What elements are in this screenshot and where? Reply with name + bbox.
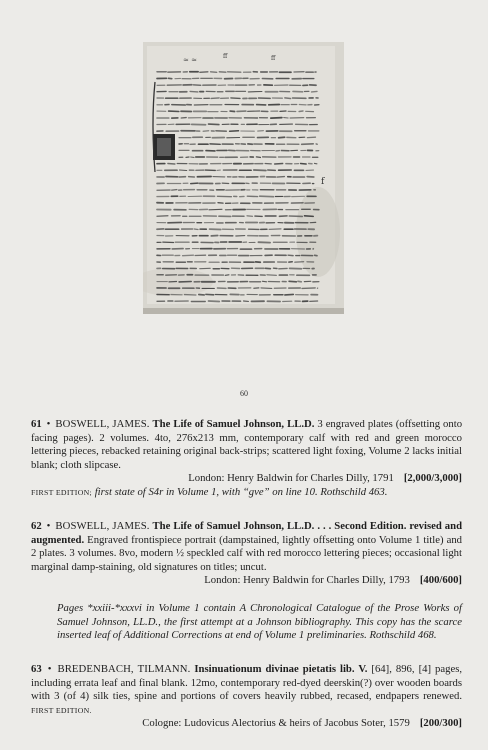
manuscript-text-stroke: [299, 111, 303, 112]
lot-title: The Life of Samuel Johnson, LL.D. . . . Second Edition. revised and augmented.: [31, 520, 463, 546]
bullet-icon: •: [46, 418, 51, 430]
lot-imprint: Cologne: Ludovicus Alectorius & heirs of Jacobus Soter, 1579: [142, 717, 410, 730]
svg-text:ff: ff: [223, 53, 228, 60]
manuscript-text-stroke: [191, 183, 198, 184]
lot-author: BREDENBACH, TILMANN.: [57, 663, 191, 675]
lot-note-edition: FIRST EDITION;: [31, 487, 93, 497]
bullet-icon: •: [46, 520, 51, 532]
lot-title: The Life of Samuel Johnson, LL.D.: [152, 418, 315, 430]
manuscript-text-stroke: [231, 98, 240, 99]
plate-number: 60: [240, 389, 248, 398]
lot-note-text: Pages *xxiii-*xxxvi in Volume 1 contain A Chronological Catalogue of the Prose Works of Samuel Johnson, LL.D., the first attempt at a Johnson bibliography. This copy has the scarce inserted leaf of Additional Corrections at end of Volume 1 preliminaries. Rothschild 468.: [57, 601, 462, 642]
lot-number: 61: [31, 418, 42, 430]
lot-author: BOSWELL, JAMES.: [55, 418, 150, 430]
manuscript-text-stroke: [263, 281, 267, 282]
lot-entry: [31, 663, 462, 731]
manuscript-text-stroke: [247, 216, 252, 217]
manuscript-text-stroke: [260, 196, 274, 197]
lot-estimate: [400/600]: [419, 574, 462, 587]
lot-physical-description: 3 engraved plates (offsetting onto facing pages). 2 volumes. 4to, 276x213 mm, contemporary calf with red and green morocco lettering pieces, rebacked retaining original back-strips; scattered light foxing, Volume 2 lacks initial blank; cloth slipcase.: [31, 418, 463, 471]
svg-text:ff: ff: [271, 55, 276, 62]
lot-physical-description: Engraved frontispiece portrait (dampstained, lightly offsetting onto Volume 1 title) and 2 plates. 3 volumes. 8vo, modern ½ speckled calf with red morocco lettering pieces; occasional light marginal damp-staining, old signatures on titles; uncut.: [31, 533, 463, 573]
lot-imprint-line: [31, 574, 462, 588]
manuscript-page-illustration: [143, 42, 344, 314]
lot-note-text: first state of S4r in Volume 1, with “gve” on line 10. Rothschild 463.: [94, 485, 388, 498]
lot-imprint: London: Henry Baldwin for Charles Dilly, 1791: [188, 472, 394, 485]
manuscript-text-stroke: [285, 294, 293, 295]
manuscript-text-stroke: [312, 91, 318, 92]
manuscript-text-stroke: [183, 255, 194, 256]
manuscript-text-stroke: [168, 164, 175, 165]
manuscript-text-stroke: [209, 124, 219, 125]
lot-description: [31, 418, 462, 472]
manuscript-text-stroke: [194, 229, 198, 230]
lot-entry: [31, 520, 462, 643]
manuscript-text-stroke: [254, 170, 266, 171]
svg-text:≈ ≈: ≈ ≈: [183, 56, 197, 64]
manuscript-text-stroke: [301, 164, 307, 165]
manuscript-plate-image: [143, 42, 344, 314]
lot-title: Insinuationum divinae pietatis lib. V.: [194, 663, 368, 675]
manuscript-text-stroke: [267, 275, 277, 276]
manuscript-text-stroke: [269, 229, 281, 230]
lot-number: 63: [31, 663, 42, 675]
manuscript-text-stroke: [285, 98, 291, 99]
svg-text:f: f: [321, 177, 325, 187]
lot-number: 62: [31, 520, 42, 532]
manuscript-text-stroke: [190, 91, 198, 92]
manuscript-text-stroke: [295, 262, 304, 263]
manuscript-text-stroke: [289, 281, 296, 282]
lot-entry: [31, 418, 462, 500]
manuscript-text-stroke: [203, 131, 209, 132]
manuscript-text-stroke: [200, 72, 208, 73]
lot-physical-description: [64], 896, [4] pages, including errata leaf and final blank. 12mo, contemporary red-dyed deerskin(?) over wooden boards with 3 (of 4) silk ties, spine and portions of covers heavily rubbed, recased, endpapers renewed.: [31, 663, 463, 703]
lot-imprint-line: [31, 717, 462, 731]
lot-imprint: London: Henry Baldwin for Charles Dilly, 1793: [204, 574, 410, 587]
lot-author: BOSWELL, JAMES.: [55, 520, 150, 532]
lot-imprint-line: [31, 472, 462, 486]
manuscript-text-stroke: [180, 170, 187, 171]
manuscript-text-stroke: [211, 72, 217, 73]
manuscript-text-stroke: [305, 216, 314, 217]
lot-estimate: [2,000/3,000]: [403, 472, 462, 485]
manuscript-text-stroke: [302, 144, 314, 145]
manuscript-text-stroke: [271, 118, 282, 119]
lot-estimate: [200/300]: [419, 717, 462, 730]
manuscript-text-stroke: [298, 281, 301, 282]
manuscript-text-stroke: [209, 301, 220, 302]
manuscript-text-stroke: [211, 98, 219, 99]
bullet-icon: •: [47, 663, 52, 675]
manuscript-text-stroke: [261, 288, 272, 289]
manuscript-text-stroke: [256, 157, 260, 158]
manuscript-text-stroke: [275, 164, 283, 165]
lot-note-edition: FIRST EDITION.: [31, 705, 92, 715]
manuscript-text-stroke: [277, 177, 284, 178]
lot-description: [31, 520, 462, 574]
manuscript-text-stroke: [209, 209, 222, 210]
lot-description: [31, 663, 462, 717]
manuscript-text-stroke: [225, 275, 229, 276]
lot-note: [31, 486, 462, 500]
manuscript-text-stroke: [302, 288, 315, 289]
manuscript-text-stroke: [172, 190, 177, 191]
